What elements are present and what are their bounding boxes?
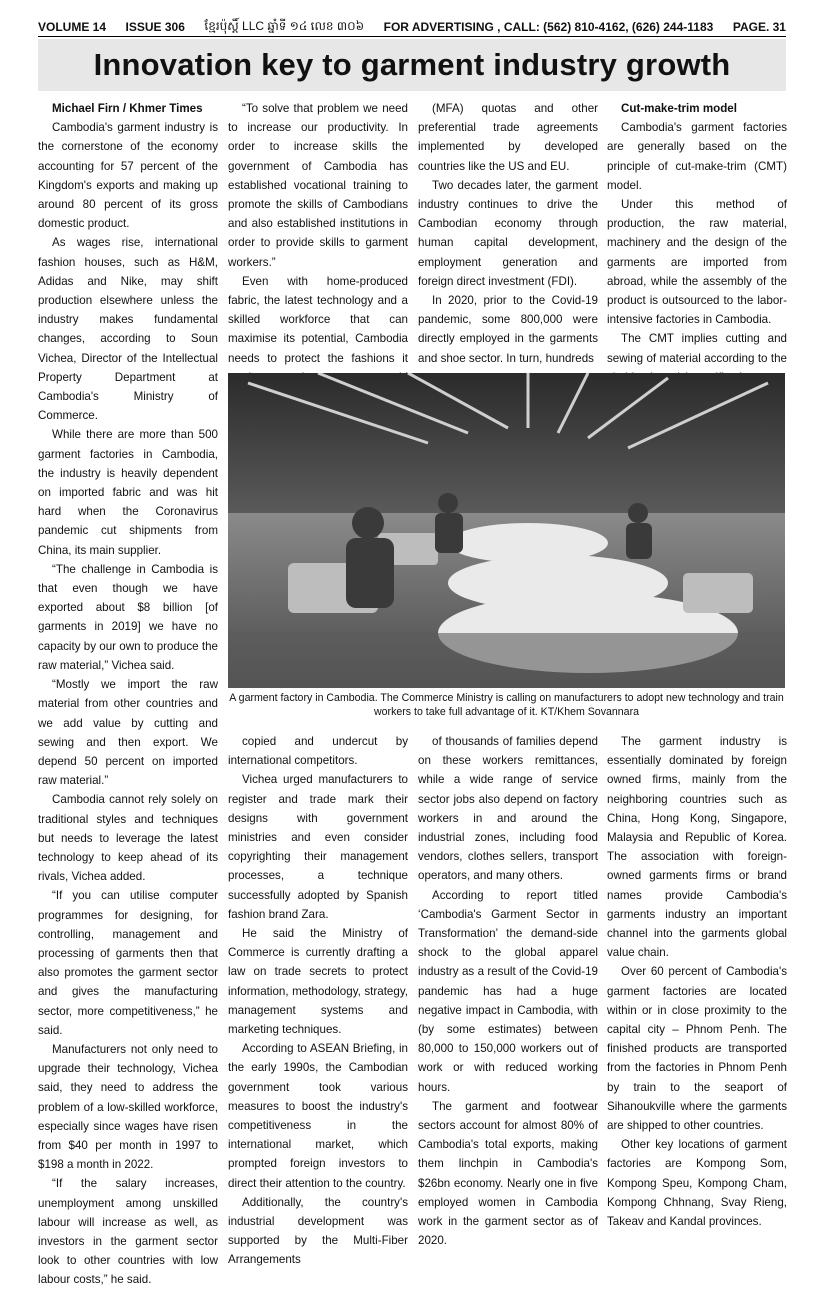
paragraph: The garment industry is essentially dominated by foreign owned firms, mainly from the neighboring countries such as China, Hong Kong, Singapore, Malaysia and Republic of Korea. The association with foreign-owned garments firms or brand names provide Cambodia's garments industry an important channel into the garments global value chain. (607, 735, 787, 960)
column-3-bottom (418, 732, 598, 1250)
paragraph: “Mostly we import the raw material from other countries and we add value by cutting and sewing and then export. We depend 50 percent on imported raw material.” (38, 678, 218, 788)
paragraph: of thousands of families depend on these workers remittances, while a wide range of service sector jobs also depend on factory workers in and around the industrial zones, including food vendors, clothes sellers, transport operators, and many others. (418, 735, 598, 883)
article-headline: Innovation key to garment industry growth (93, 47, 731, 82)
column-3-bottom-body (418, 732, 598, 1250)
paragraph: Cambodia's garment industry is the cornerstone of the economy accounting for 57 percent of the Kingdom's exports and making up around 80 percent of its gross domestic product. (38, 121, 218, 231)
paragraph: He said the Ministry of Commerce is currently drafting a law on trade secrets to protect information, methodology, strategy, management systems and marketing techniques. (228, 927, 408, 1037)
paragraph: “The challenge in Cambodia is that even though we have exported about $8 billion [of garments in 2019] we have no capacity by our own to produce the raw material,” Vichea said. (38, 562, 218, 672)
advertising-contact: FOR ADVERTISING , CALL: (562) 810-4162, (626) 244-1183 (383, 20, 714, 34)
column-3-top-body (418, 99, 598, 368)
paragraph: copied and undercut by international competitors. (228, 735, 408, 768)
paragraph: Under this method of production, the raw material, machinery and the design of the garments are imported from abroad, while the assembly of the product is outsourced to the labor-intensive factories in Cambodia. (607, 198, 787, 327)
paragraph: “To solve that problem we need to increase our productivity. In order to increase skills the government of Cambodia has established vocational training to promote the skills of Cambodians and also established institutions in order to provide skills to garment workers.” (228, 102, 408, 269)
subheading-cmt: Cut-make-trim model (621, 102, 737, 115)
column-4-top-body (607, 118, 787, 387)
paragraph: Cambodia's garment factories are generally based on the principle of cut-make-trim (CMT) model. (607, 121, 787, 192)
paragraph: Manufacturers not only need to upgrade their technology, Vichea said, they need to address the problem of a low-skilled workforce, especially since wages have risen from $40 per month in 1997 to $198 a month in 2022. (38, 1042, 218, 1172)
paragraph: The CMT implies cutting and sewing of material according to the (607, 332, 787, 365)
column-1 (38, 99, 218, 1290)
paragraph: The garment and footwear sectors account for almost 80% of Cambodia's total exports, making them linchpin in Cambodia's $26bn economy. Nearly one in five employed women in Cambodia work in the garment sector as of 2020. (418, 1099, 598, 1248)
paragraph: “If you can utilise computer programmes for designing, for controlling, management and processing of garments then that also promotes the garment sector and gives the manufacturing sector, more competitiveness,” he said. (38, 889, 218, 1037)
column-3-top (418, 99, 598, 368)
paragraph: While there are more than 500 garment factories in Cambodia, the industry is heavily dependent on imported fabric and was hit hard when the Coronavirus pandemic cut shipments from China, its main supplier. (38, 428, 218, 557)
column-4-bottom-body (607, 732, 787, 1231)
paragraph: According to ASEAN Briefing, in the early 1990s, the Cambodian government took various measures to boost the industry's competitiveness in the international market, which prompted foreign investors to direct their attention to the country. (228, 1042, 408, 1190)
paragraph: (MFA) quotas and other preferential trade agreements implemented by developed countries like the US and EU. (418, 102, 598, 173)
photo-caption: A garment factory in Cambodia. The Commerce Ministry is calling on manufacturers to adopt new technology and train workers to take full advantage of it. KT/Khem Sovannara (229, 692, 784, 718)
paragraph: Other key locations of garment factories are Kompong Som, Kompong Speu, Kompong Cham, Kompong Chhnang, Svay Rieng, Takeav and Kandal provinces. (607, 1138, 787, 1229)
paragraph: According to report titled ‘Cambodia's Garment Sector in Transformation’ the demand-side shock to the global apparel industry as a result of the Covid-19 pandemic has had a huge negative impact in Cambodia, with (by some estimates) between 80,000 to 150,000 workers out of work or with reduced working hours. (418, 888, 598, 1094)
paragraph: Cambodia cannot rely solely on traditional styles and techniques but needs to leverage the latest technology to keep ahead of its rivals, Vichea added. (38, 793, 218, 884)
masthead (38, 18, 786, 37)
paragraph: Vichea urged manufacturers to register and trade mark their designs with government ministries and even consider copyrighting their management processes, a technique successfully adopted by Spanish fashion brand Zara. (228, 773, 408, 921)
headline-band (38, 39, 786, 91)
paragraph: Even with home-produced fabric, the latest technology and a skilled workforce that can maximise its potential, Cambodia needs to protect the fashions it (228, 274, 408, 365)
column-2-top-body (228, 99, 408, 406)
volume-label: VOLUME 14 (38, 20, 107, 34)
paragraph: In 2020, prior to the Covid-19 pandemic, some 800,000 were directly employed in the garments and shoe sector. In turn, hundreds (418, 294, 598, 365)
paragraph: Two decades later, the garment industry continues to drive the Cambodian economy through human capital development, employment generation and foreign direct investment (FDI). (418, 178, 598, 288)
page-number: PAGE. 31 (732, 20, 786, 34)
factory-photo-illustration (228, 373, 785, 688)
column-4-bottom (607, 732, 787, 1231)
garment-factory-photo (228, 373, 785, 688)
column-2-bottom-body (228, 732, 408, 1270)
byline: Michael Firn / Khmer Times (52, 102, 203, 115)
column-1-body (38, 118, 218, 1289)
column-2-top (228, 99, 408, 406)
khmer-publication-label: ខ្មែរប៉ុស្តិ៍ LLC ឆ្នាំទី ១៤ លេខ ៣០៦ (204, 19, 365, 33)
paragraph: Additionally, the country's industrial development was supported by the Multi-Fiber Arrangements (228, 1195, 408, 1267)
paragraph: As wages rise, international fashion houses, such as H&M, Adidas and Nike, may shift production elsewhere unless the industry makes fundamental changes, according to Soun Vichea, Director of the Intellectual Property Department at Cambodia's Ministry of Commerce. (38, 236, 218, 423)
column-4-top (607, 99, 787, 387)
column-2-bottom (228, 732, 408, 1270)
paragraph: Over 60 percent of Cambodia's garment factories are located within or in close proximity to the capital city – Phnom Penh. The finished products are transported from the factories in Phnom Penh by train to the seaport of Sihanoukville where the garments are shipped to other countries. (607, 965, 787, 1133)
issue-label: ISSUE 306 (125, 20, 185, 34)
paragraph: “If the salary increases, unemployment among unskilled labour will increase as well, as investors in the garment sector look to other countries with low labour costs,” he said. (38, 1177, 218, 1287)
